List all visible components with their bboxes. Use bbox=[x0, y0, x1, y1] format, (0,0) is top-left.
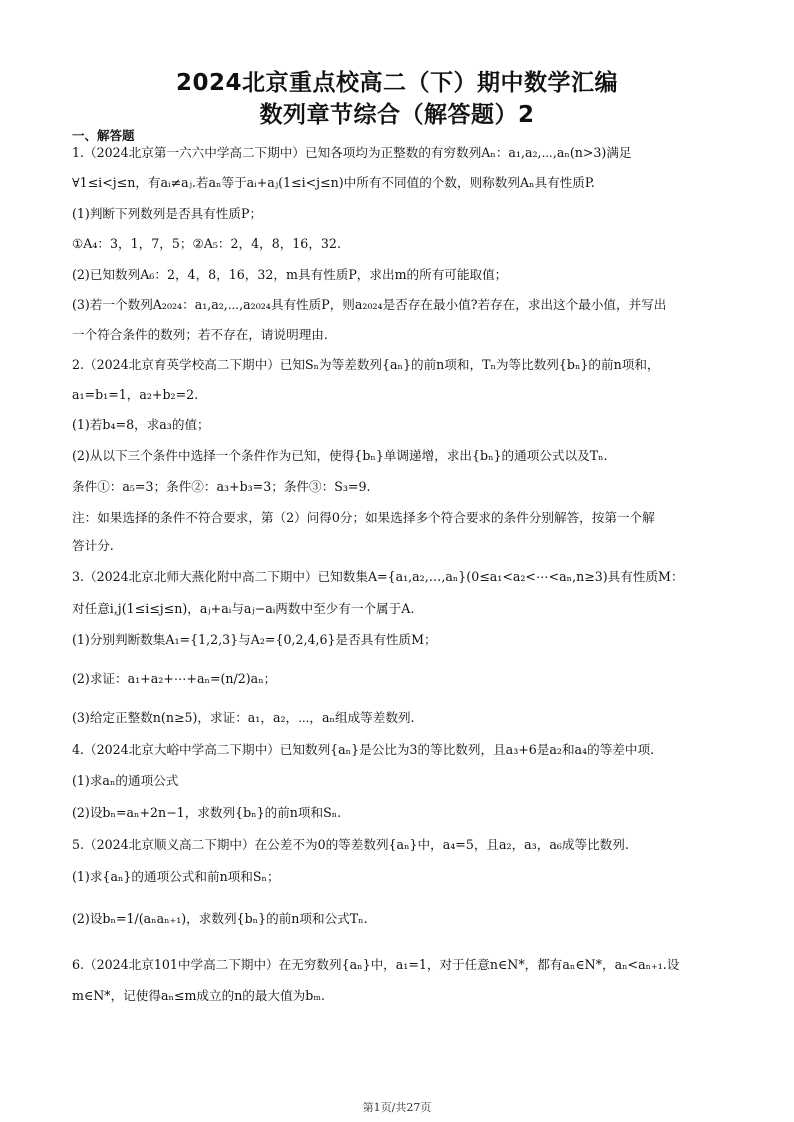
problem-4-part-1: (1)求aₙ的通项公式 bbox=[72, 773, 179, 788]
problem-2-line-2: a₁=b₁=1，a₂+b₂=2. bbox=[72, 387, 199, 402]
problem-5-part-2: (2)设bₙ=1/(aₙaₙ₊₁)，求数列{bₙ}的前n项和公式Tₙ. bbox=[72, 911, 368, 926]
problem-1-part-1: (1)判断下列数列是否具有性质P； bbox=[72, 206, 263, 221]
document-title: 2024北京重点校高二（下）期中数学汇编 bbox=[175, 70, 618, 96]
problem-4-line-1: 4.（2024北京大峪中学高二下期中）已知数列{aₙ}是公比为3的等比数列，且a₃+6是a₂和a₄的等差中项. bbox=[72, 742, 655, 757]
problem-3-part-1: (1)分别判断数集A₁={1,2,3}与A₂={0,2,4,6}是否具有性质M； bbox=[72, 632, 437, 647]
section-heading: 一、解答题 bbox=[72, 128, 135, 143]
problem-1-part-3-cont: 一个符合条件的数列；若不存在，请说明理由. bbox=[72, 327, 328, 342]
problem-3-part-3: (3)给定正整数n(n≥5)，求证：a₁，a₂，⋯，aₙ组成等差数列. bbox=[72, 710, 415, 725]
page-number: 第1页/共27页 bbox=[362, 1101, 432, 1114]
problem-1-part-2: (2)已知数列A₆：2，4，8，16，32，m具有性质P，求出m的所有可能取值； bbox=[72, 267, 508, 282]
problem-4-part-2: (2)设bₙ=aₙ+2n−1，求数列{bₙ}的前n项和Sₙ. bbox=[72, 805, 342, 820]
problem-1-part-3: (3)若一个数列A₂₀₂₄：a₁,a₂,⋯,a₂₀₂₄具有性质P，则a₂₀₂₄是否存在最小值?若存在，求出这个最小值，并写出 bbox=[72, 297, 667, 312]
problem-5-part-1: (1)求{aₙ}的通项公式和前n项和Sₙ； bbox=[72, 869, 280, 884]
problem-2-part-1: (1)若b₄=8，求a₃的值； bbox=[72, 417, 210, 432]
problem-2-conditions: 条件①：a₅=3；条件②：a₃+b₃=3；条件③：S₃=9. bbox=[72, 479, 371, 494]
problem-3-line-1: 3.（2024北京北师大燕化附中高二下期中）已知数集A={a₁,a₂,…,aₙ}(0≤a₁<a₂<⋯<aₙ,n≥3)具有性质M： bbox=[72, 569, 684, 584]
problem-2-line-1: 2.（2024北京育英学校高二下期中）已知Sₙ为等差数列{aₙ}的前n项和，Tₙ为等比数列{bₙ}的前n项和， bbox=[72, 357, 660, 372]
problem-6-line-1: 6.（2024北京101中学高二下期中）在无穷数列{aₙ}中，a₁=1，对于任意n∈N*，都有aₙ∈N*，aₙ<aₙ₊₁.设 bbox=[72, 957, 680, 972]
problem-3-part-2: (2)求证：a₁+a₂+⋯+aₙ=(n/2)aₙ； bbox=[72, 671, 277, 686]
problem-1-line-2: ∀1≤i<j≤n，有aᵢ≠aⱼ.若aₙ等于aᵢ+aⱼ(1≤i<j≤n)中所有不同值的个数，则称数列Aₙ具有性质P. bbox=[72, 175, 595, 190]
problem-1-sequences: ①A₄：3，1，7，5；②A₅：2，4，8，16，32. bbox=[72, 236, 341, 251]
problem-2-part-2: (2)从以下三个条件中选择一个条件作为已知，使得{bₙ}单调递增，求出{bₙ}的通项公式以及Tₙ. bbox=[72, 448, 608, 463]
problem-2-note: 注：如果选择的条件不符合要求，第（2）问得0分；如果选择多个符合要求的条件分别解答，按第一个解 bbox=[72, 510, 655, 525]
problem-5-line-1: 5.（2024北京顺义高二下期中）在公差不为0的等差数列{aₙ}中，a₄=5，且a₂，a₃，a₆成等比数列. bbox=[72, 837, 629, 852]
problem-3-line-2: 对任意i,j(1≤i≤j≤n)，aⱼ+aᵢ与aⱼ−aᵢ两数中至少有一个属于A. bbox=[72, 601, 415, 616]
problem-6-line-2: m∈N*，记使得aₙ≤m成立的n的最大值为bₘ. bbox=[72, 988, 326, 1003]
document-subtitle: 数列章节综合（解答题）2 bbox=[259, 102, 535, 128]
problem-2-note-cont: 答计分. bbox=[72, 538, 114, 553]
problem-1-line-1: 1.（2024北京第一六六中学高二下期中）已知各项均为正整数的有穷数列Aₙ：a₁,a₂,⋯,aₙ(n>3)满足 bbox=[72, 145, 632, 160]
